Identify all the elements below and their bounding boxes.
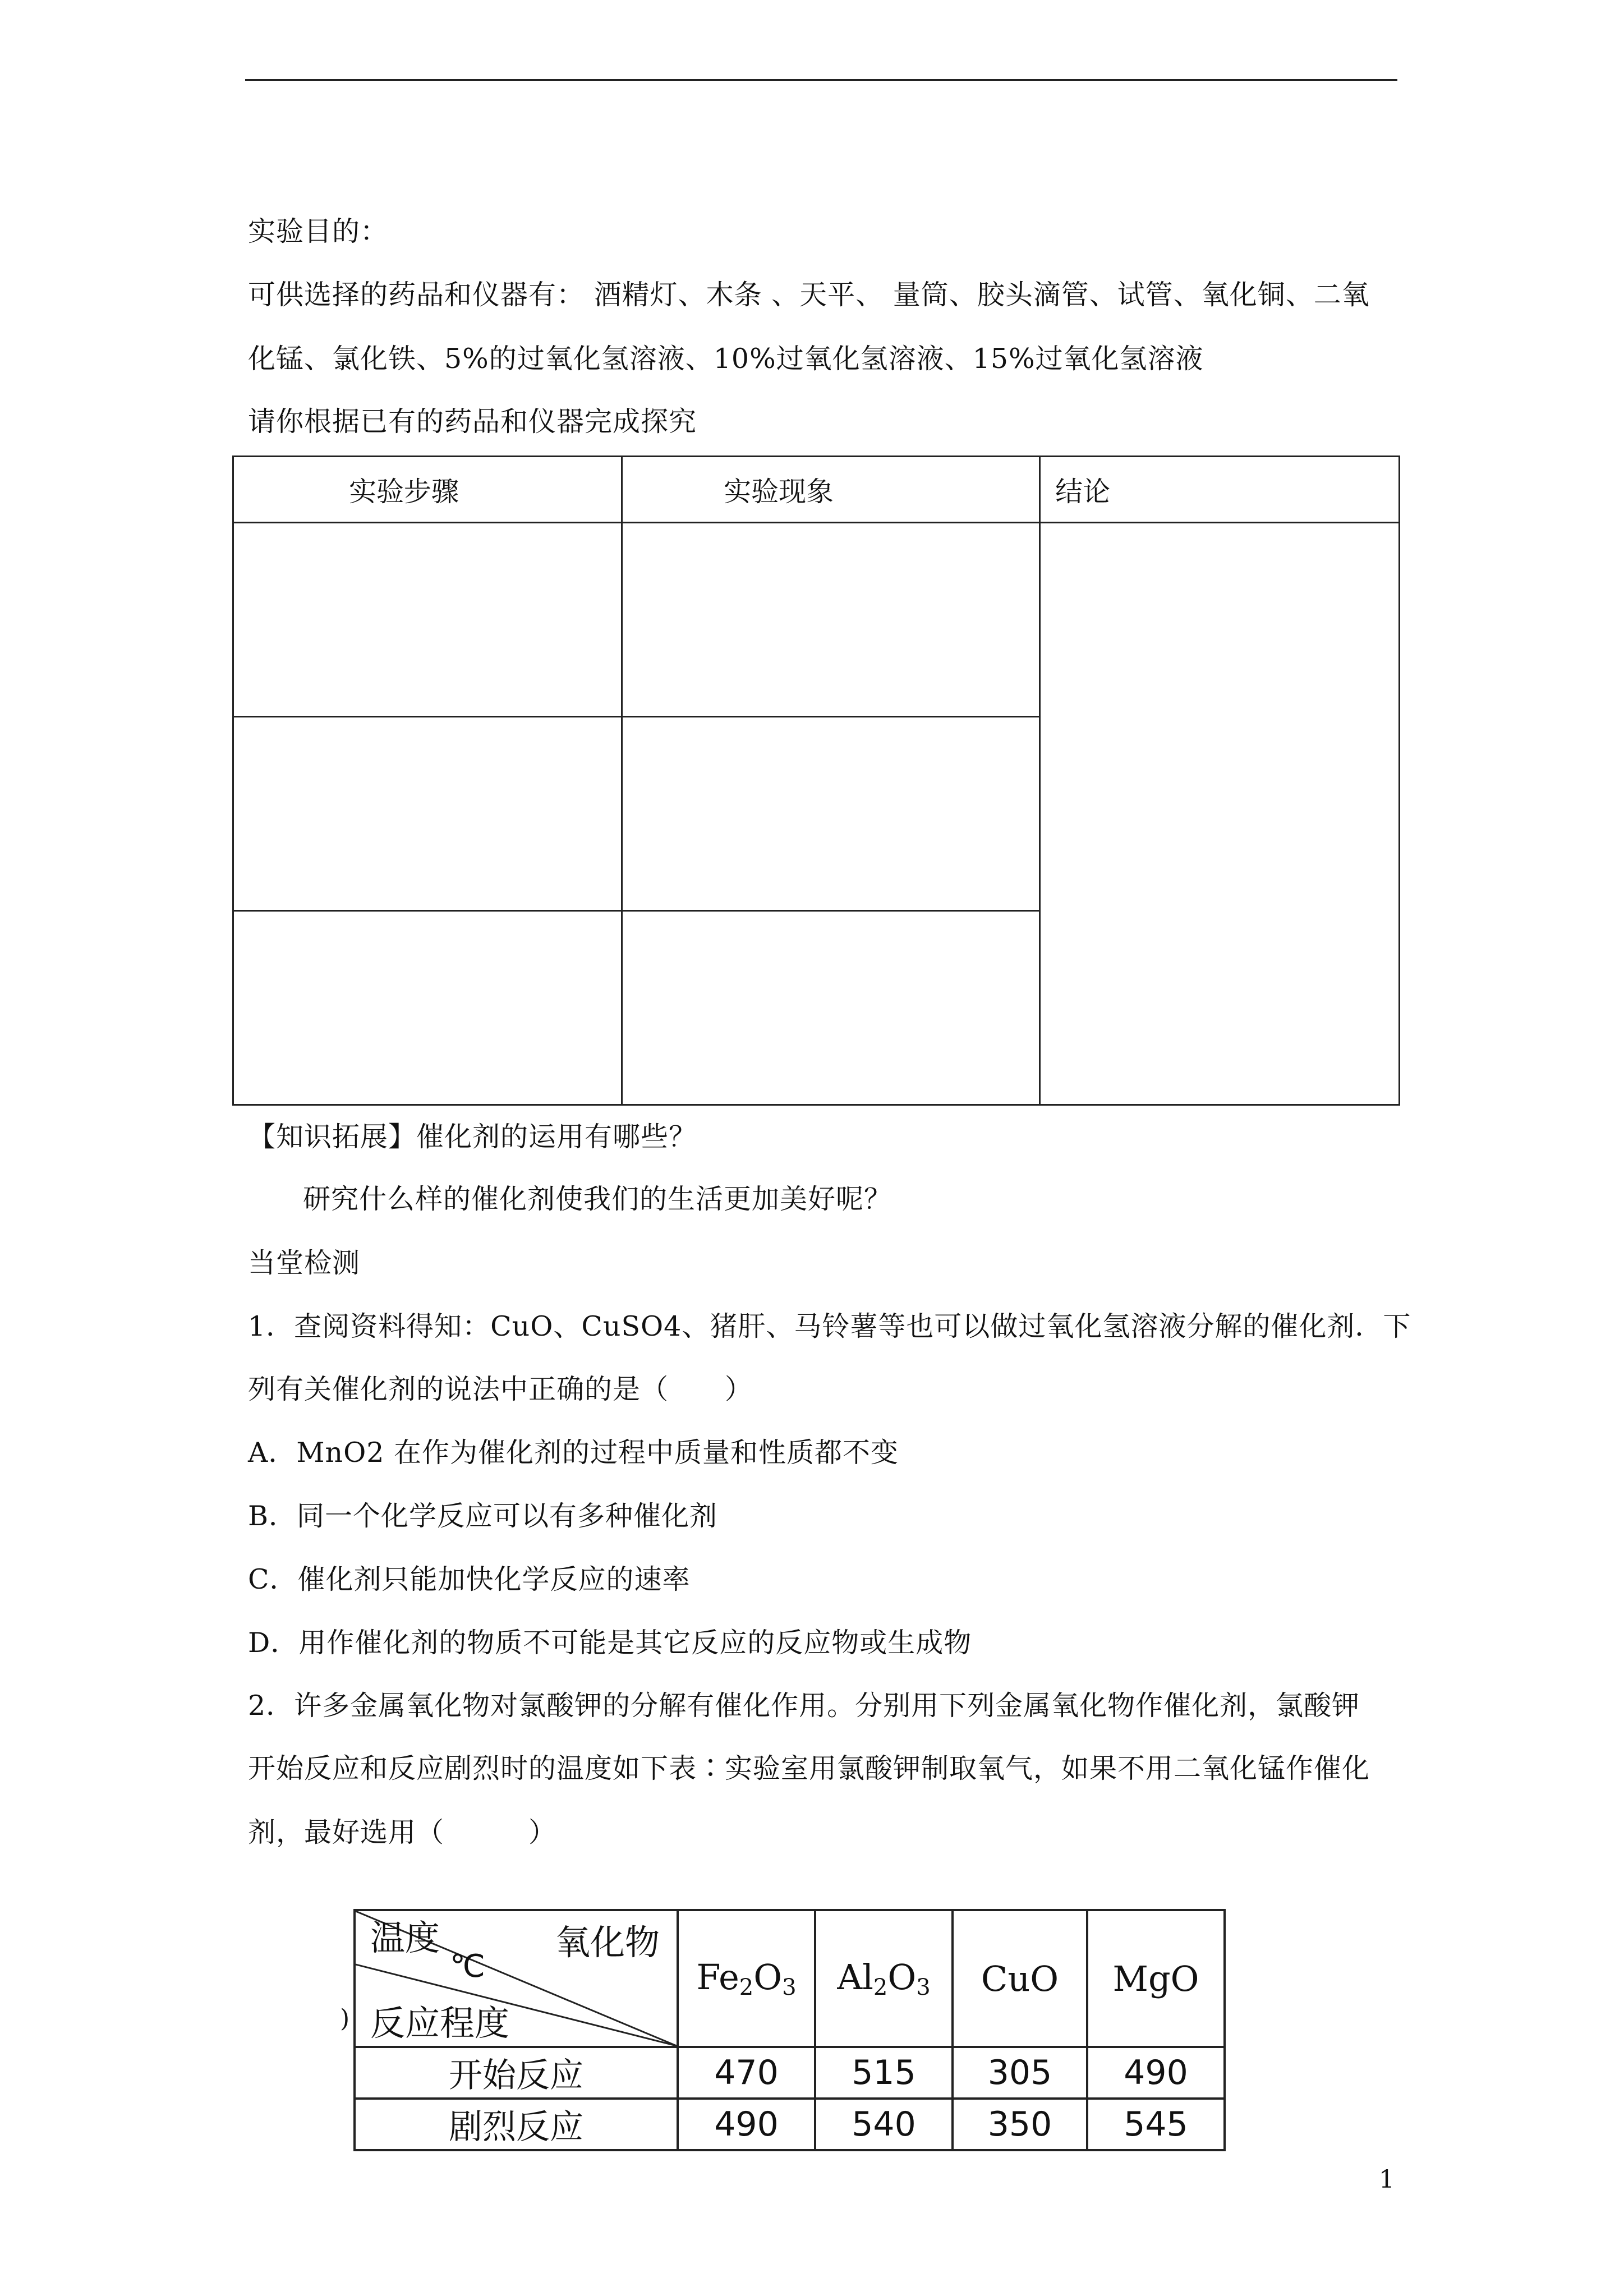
side-mark: ) [340,2004,350,2033]
catalyst-temperature-table [353,1909,1226,2151]
conclusion-cell[interactable] [1040,523,1400,1105]
experiment-table [232,455,1400,1106]
section-heading: 当堂检测 [248,1247,361,1279]
materials-line-2: 化锰、氯化铁、5%的过氧化氢溶液、10%过氧化氢溶液、15%过氧化氢溶液 [248,343,1204,375]
header-rule [245,79,1397,81]
header-steps: 实验步骤 [233,457,622,523]
corner-temperature: 温度 [370,1917,440,1958]
option-b: B．同一个化学反应可以有多种催化剂 [248,1500,718,1532]
page-number: 1 [1379,2165,1395,2194]
option-a: A．MnO2 在作为催化剂的过程中质量和性质都不变 [248,1437,899,1469]
value-cell: 490 [1087,2047,1225,2099]
table-row [355,2047,1225,2099]
value-cell: 515 [815,2047,953,2099]
question-1-line-1: 1．查阅资料得知：CuO、CuSO4、猪肝、马铃薯等也可以做过氧化氢溶液分解的催化剂．下 [248,1310,1411,1342]
option-c: C．催化剂只能加快化学反应的速率 [248,1563,691,1595]
corner-reaction-degree: 反应程度 [370,2003,510,2044]
value-cell: 540 [815,2099,953,2150]
question-2-line-2: 开始反应和反应剧烈时的温度如下表∶实验室用氯酸钾制取氧气，如果不用二氧化锰作催化 [248,1752,1370,1784]
table-row [355,2099,1225,2150]
row-label-vigorous: 剧烈反应 [355,2099,678,2150]
step-cell-2[interactable] [233,717,622,911]
step-cell-1[interactable] [233,523,622,717]
knowledge-extension: 【知识拓展】催化剂的运用有哪些？ [248,1121,697,1153]
research-question: 研究什么样的催化剂使我们的生活更加美好呢？ [303,1183,892,1215]
value-cell: 545 [1087,2099,1225,2150]
header-phenomena: 实验现象 [622,457,1040,523]
instruction: 请你根据已有的药品和仪器完成探究 [248,406,697,438]
col-cuo: CuO [953,1910,1087,2047]
question-2-line-1: 2．许多金属氧化物对氯酸钾的分解有催化作用。分别用下列金属氧化物作催化剂，氯酸钾 [248,1690,1360,1722]
step-cell-3[interactable] [233,911,622,1105]
value-cell: 490 [678,2099,815,2150]
materials-line-1: 可供选择的药品和仪器有： 酒精灯、木条 、天平、 量筒、胶头滴管、试管、氧化铜、二氧 [248,279,1370,311]
question-2-line-3: 剂，最好选用（ ） [248,1816,557,1848]
value-cell: 305 [953,2047,1087,2099]
phenomenon-cell-1[interactable] [622,523,1040,717]
header-conclusion: 结论 [1040,457,1400,523]
phenomenon-cell-2[interactable] [622,717,1040,911]
col-fe2o3: $Fe_2O_3$ [678,1910,815,2047]
diagonal-header-cell [355,1910,678,2047]
row-label-start: 开始反应 [355,2047,678,2099]
value-cell: 350 [953,2099,1087,2150]
col-mgo: MgO [1087,1910,1225,2047]
question-1-line-2: 列有关催化剂的说法中正确的是（ ） [248,1373,753,1405]
corner-unit: ℃ [450,1948,485,1985]
phenomenon-cell-3[interactable] [622,911,1040,1105]
col-al2o3: $Al_2O_3$ [815,1910,953,2047]
experiment-purpose: 实验目的： [248,215,389,247]
value-cell: 470 [678,2047,815,2099]
option-d: D．用作催化剂的物质不可能是其它反应的反应物或生成物 [248,1627,972,1659]
corner-oxide: 氧化物 [555,1922,660,1963]
